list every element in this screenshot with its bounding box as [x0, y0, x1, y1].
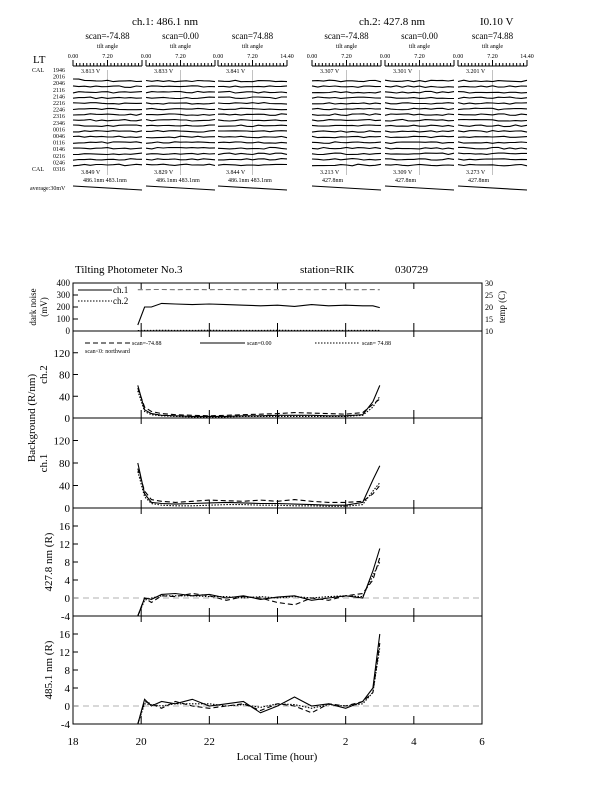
channel-title: ch.1: 486.1 nm: [132, 16, 198, 28]
y-tick-label: 4: [64, 683, 70, 695]
voltage-top: 3.301 V: [393, 69, 413, 75]
row-time-label: 2146: [53, 94, 65, 101]
station-label: station=RIK: [300, 264, 355, 276]
row-time-label: 2116: [53, 87, 65, 94]
voltage-bottom: 3.829 V: [154, 170, 174, 176]
tilt-angle-label: tilt angle: [96, 44, 119, 50]
y-axis-label: ch.2: [38, 365, 50, 384]
series-n4851-1: [138, 634, 380, 724]
tick-label: 7.20: [487, 54, 498, 60]
x-tick-label: 20: [135, 736, 147, 748]
scan-label: scan=0.00: [401, 31, 438, 41]
y-tick-label: 12: [59, 539, 70, 551]
tick-label: 7.20: [414, 54, 425, 60]
tick-label: 0.00: [140, 54, 152, 60]
y-tick-label: 120: [53, 435, 70, 448]
wavelength-label: 486.1nm 483.1nm: [156, 178, 200, 184]
y-tick-label: 8: [64, 665, 70, 677]
scan-label: scan=-74.88: [324, 31, 369, 41]
row-time-label: 2016: [53, 74, 65, 81]
lt-label: LT: [33, 54, 46, 66]
tilt-angle-label: tilt angle: [408, 44, 431, 50]
row-time-label: 2246: [53, 107, 65, 114]
y-tick-label: 40: [59, 480, 70, 493]
series-bg2-0: [138, 388, 380, 416]
y-tick-label: 400: [56, 278, 70, 288]
scan-label: scan=0.00: [162, 31, 199, 41]
tick-label: 7.20: [102, 54, 113, 60]
tick-label: 7.20: [341, 54, 352, 60]
voltage-readout: I0.10 V: [480, 16, 514, 28]
right-tick-label: 10: [485, 327, 493, 336]
legend-ch2: ch.2: [113, 296, 129, 306]
voltage-top: 3.307 V: [320, 69, 340, 75]
x-tick-label: 4: [411, 736, 417, 748]
cal-label-bottom: CAL: [32, 167, 44, 173]
tick-label: 0.00: [212, 54, 224, 60]
x-tick-label: 18: [67, 736, 79, 748]
tick-label: 0.00: [67, 54, 79, 60]
x-tick-label: 6: [479, 736, 485, 748]
voltage-bottom: 3.849 V: [81, 170, 101, 176]
series-dark-0: [138, 303, 380, 325]
average-trace: [312, 186, 381, 190]
strip-trace: [458, 136, 527, 137]
row-time-label: 2316: [53, 114, 65, 121]
y-tick-label: 120: [53, 347, 70, 360]
chart-title: Tilting Photometer No.3: [75, 264, 183, 276]
strip-trace: [312, 125, 381, 126]
row-time-label: 0216: [53, 153, 65, 160]
tilt-angle-label: tilt angle: [335, 44, 358, 50]
average-trace: [458, 186, 527, 190]
tick-label: 0.00: [452, 54, 464, 60]
row-time-label: 0146: [53, 147, 65, 154]
average-trace: [146, 186, 215, 190]
y-tick-label: 80: [59, 369, 70, 382]
y-tick-label: 40: [59, 391, 70, 404]
row-time-label: 2216: [53, 101, 65, 107]
y-axis-label: dark noise: [28, 288, 38, 326]
row-time-label: 2046: [53, 81, 65, 88]
strip-trace: [73, 131, 142, 132]
row-time-label: 0116: [53, 140, 65, 147]
y-tick-label: 0: [64, 503, 70, 515]
tick-label: 7.20: [247, 54, 258, 60]
scan-label: scan=74.88: [471, 31, 514, 41]
right-tick-label: 30: [485, 279, 493, 288]
y-tick-label: 4: [64, 575, 70, 587]
legend-scan-label: scan=-74.88: [132, 341, 162, 347]
y-tick-label: 100: [56, 314, 70, 324]
tilt-angle-label: tilt angle: [241, 44, 264, 50]
legend-note: scan<0: northward: [85, 349, 130, 355]
average-trace: [73, 186, 142, 190]
right-axis-label: temp (C): [497, 290, 507, 324]
row-time-label: 0016: [53, 127, 65, 134]
wavelength-label: 427.8nm: [395, 178, 417, 184]
series-bg1-1: [138, 463, 380, 505]
y-tick-label: 0: [64, 593, 70, 605]
voltage-top: 3.201 V: [466, 69, 486, 75]
y-tick-label: 0: [64, 413, 70, 425]
series-bg1-0: [138, 469, 380, 503]
strip-trace: [218, 131, 287, 132]
tick-label: 0.00: [379, 54, 391, 60]
voltage-bottom: 3.273 V: [466, 170, 486, 176]
voltage-bottom: 3.213 V: [320, 170, 340, 176]
wavelength-label: 427.8nm: [468, 178, 490, 184]
voltage-bottom: 3.844 V: [226, 170, 246, 176]
series-n4278-2: [138, 562, 380, 616]
y-tick-label: 80: [59, 458, 70, 470]
strip-trace: [312, 136, 381, 137]
y-tick-label: 12: [59, 647, 70, 659]
y-tick-label: -4: [60, 611, 70, 623]
background-axis-label: Background (R/nm): [26, 373, 38, 463]
wavelength-label: 486.1nm 483.1nm: [228, 178, 272, 184]
row-time-label: 0046: [53, 134, 65, 140]
y-tick-label: 200: [56, 302, 70, 312]
y-axis-label: ch.1: [38, 453, 50, 473]
y-tick-label: 16: [59, 629, 70, 641]
wavelength-label: 427.8nm: [322, 178, 344, 184]
strip-trace: [146, 81, 215, 82]
tick-label: 7.20: [175, 54, 186, 60]
cal-label-top: CAL: [32, 68, 44, 74]
y-tick-label: 0: [64, 701, 70, 713]
y-tick-label: 0: [65, 326, 70, 336]
strip-trace: [385, 153, 454, 154]
series-n4278-0: [138, 558, 380, 617]
tick-label: 0.00: [306, 54, 318, 60]
y-tick-label: 16: [59, 521, 70, 533]
panel-frame-n4851: [73, 616, 482, 724]
x-tick-label: 22: [203, 736, 215, 748]
tilt-angle-label: tilt angle: [169, 44, 192, 50]
right-tick-label: 20: [485, 303, 493, 312]
row-time-label: 2346: [53, 120, 65, 127]
average-label: average:30mV: [30, 186, 66, 192]
y-axis-label: 427.8 nm (R): [43, 532, 55, 592]
voltage-top: 3.833 V: [154, 69, 174, 75]
wavelength-label: 486.1nm 483.1nm: [83, 178, 127, 184]
right-tick-label: 15: [485, 315, 493, 324]
row-time-label: 0316: [53, 167, 65, 173]
tick-label: 14.40: [520, 54, 534, 60]
tick-label: 14.40: [280, 54, 294, 60]
y-axis-label: 485.1 nm (R): [43, 640, 55, 700]
legend-scan-label: scan= 74.88: [362, 341, 392, 347]
series-bg2-1: [138, 385, 380, 416]
right-tick-label: 25: [485, 291, 493, 300]
row-time-label: 1946: [53, 68, 65, 74]
y-tick-label: 300: [56, 290, 70, 300]
channel-title: ch.2: 427.8 nm: [359, 16, 425, 28]
tilt-angle-label: tilt angle: [481, 44, 504, 50]
series-n4851-2: [138, 648, 380, 725]
legend-ch1: ch.1: [113, 285, 129, 295]
series-bg2-2: [138, 391, 380, 417]
scan-label: scan=74.88: [231, 31, 274, 41]
x-tick-label: 2: [342, 736, 349, 748]
average-trace: [385, 186, 454, 190]
date-label: 030729: [395, 264, 428, 276]
voltage-bottom: 3.309 V: [393, 170, 413, 176]
series-bg1-2: [138, 471, 380, 506]
series-n4278-1: [138, 549, 380, 617]
strip-trace: [218, 164, 287, 165]
average-trace: [218, 186, 287, 190]
legend-scan-label: scan=0.00: [247, 341, 272, 347]
row-time-label: 0246: [53, 160, 65, 167]
voltage-top: 3.841 V: [226, 69, 246, 75]
panel-frame-n4278: [73, 508, 482, 616]
y-tick-label: -4: [60, 719, 70, 731]
voltage-top: 3.813 V: [81, 69, 101, 75]
x-axis-label: Local Time (hour): [236, 751, 318, 763]
y-axis-label-units: (mV): [39, 297, 49, 317]
panel-frame-bg1: [73, 418, 482, 508]
scan-label: scan=-74.88: [85, 31, 130, 41]
y-tick-label: 8: [64, 557, 70, 569]
